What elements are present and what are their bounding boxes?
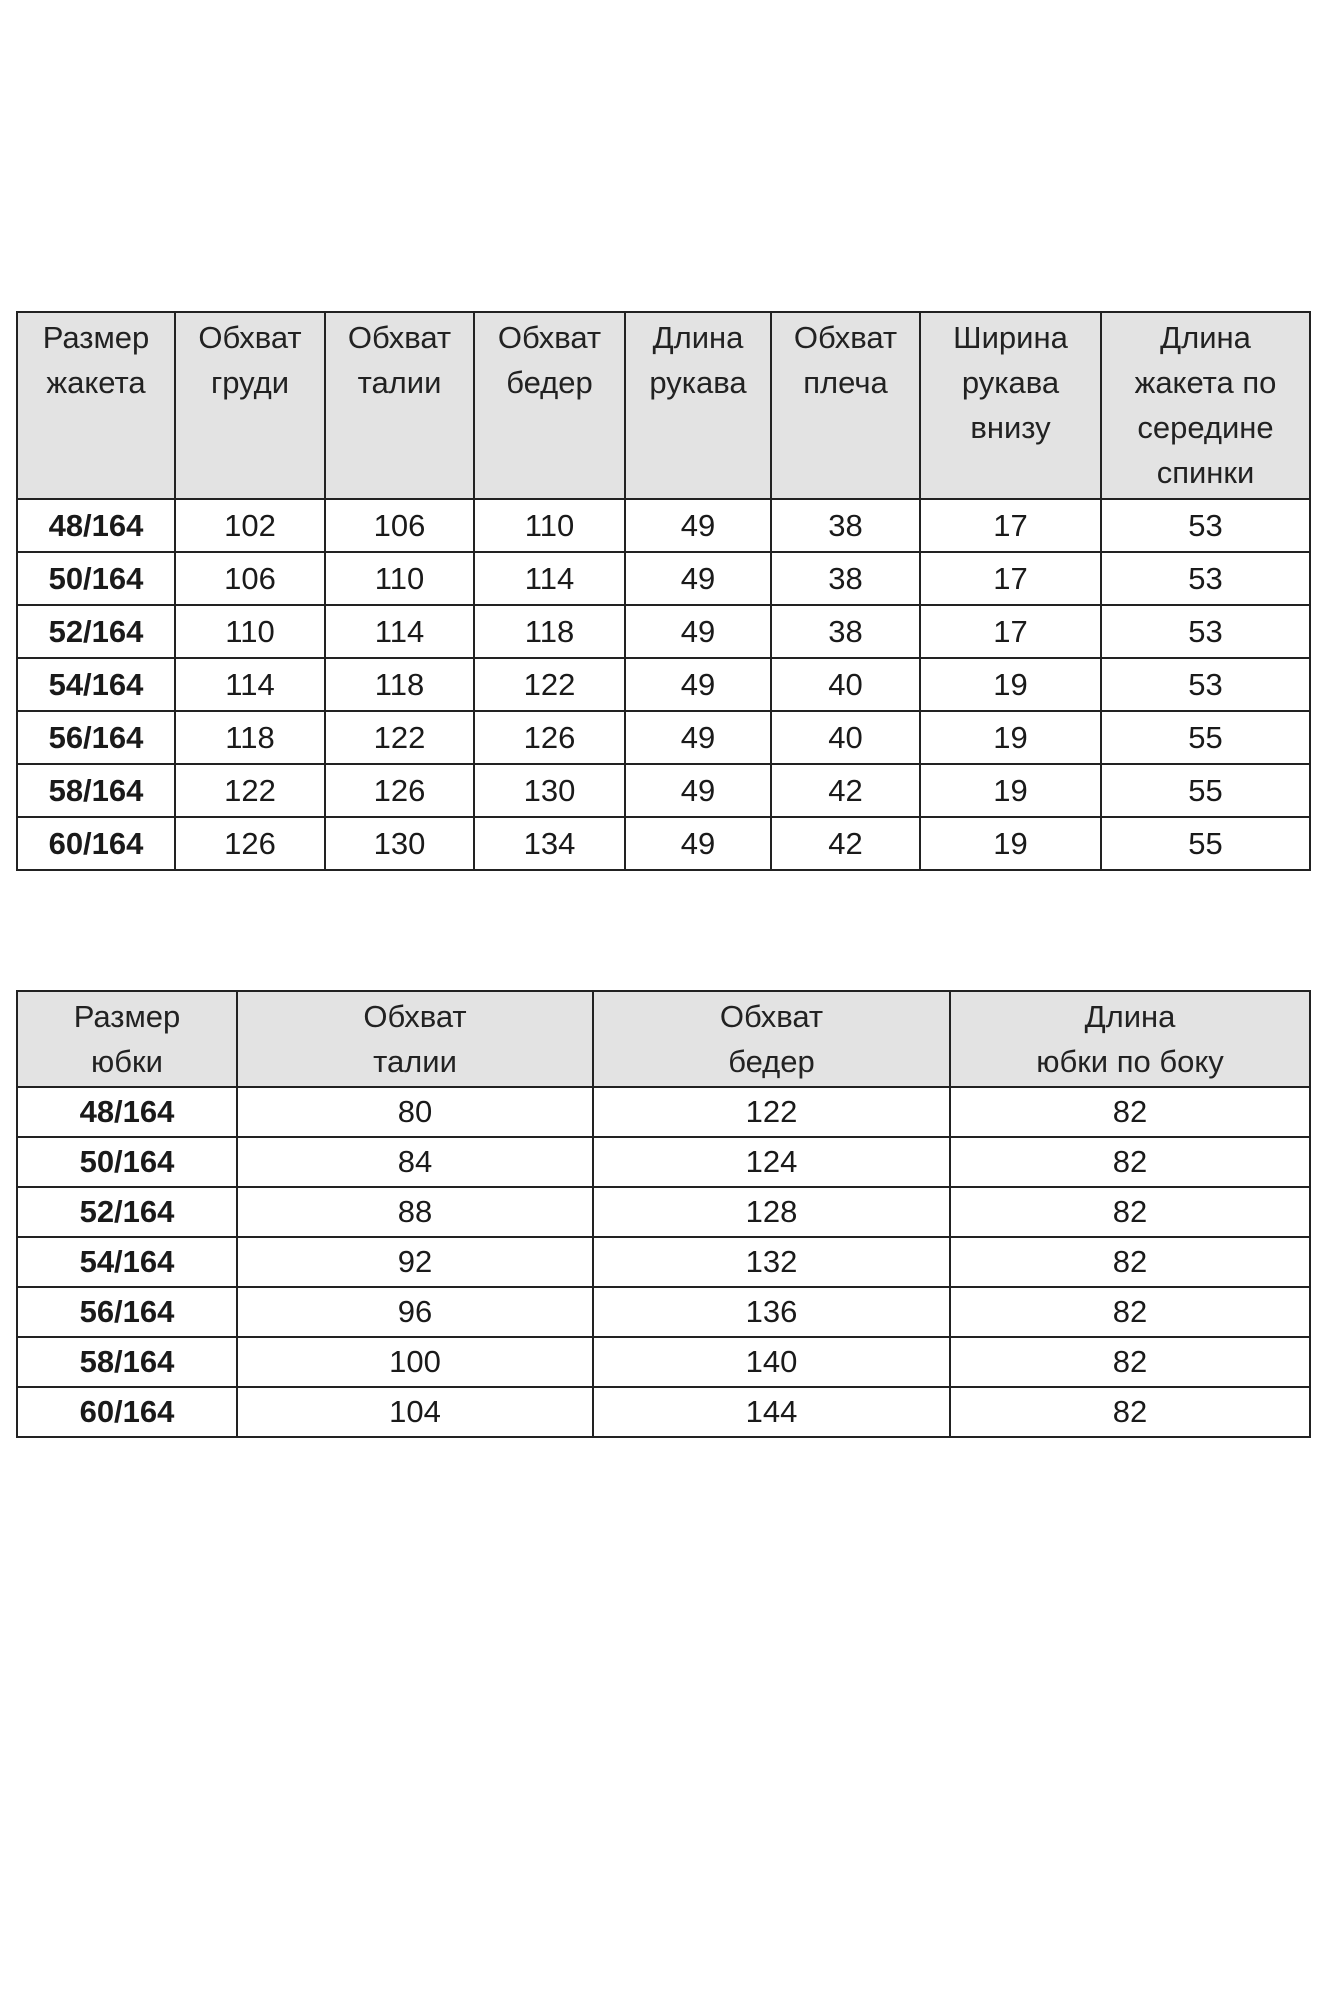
- measurement-cell: 144: [593, 1387, 950, 1437]
- size-cell: 54/164: [17, 658, 175, 711]
- measurement-cell: 53: [1101, 658, 1310, 711]
- header-text-line: Размер: [42, 320, 150, 355]
- skirt-column-header: [950, 991, 1310, 1087]
- measurement-cell: 49: [625, 552, 771, 605]
- measurement-cell: 17: [920, 552, 1101, 605]
- measurement-cell: 42: [771, 764, 920, 817]
- measurement-cell: 140: [593, 1337, 950, 1387]
- measurement-cell: 82: [950, 1237, 1310, 1287]
- measurement-cell: 82: [950, 1137, 1310, 1187]
- jacket-column-header: [625, 312, 771, 499]
- measurement-cell: 122: [593, 1087, 950, 1137]
- header-text-line: талии: [373, 1044, 457, 1079]
- measurement-cell: 53: [1101, 552, 1310, 605]
- table-row: [17, 1137, 1310, 1187]
- measurement-cell: 49: [625, 605, 771, 658]
- table-row: [17, 552, 1310, 605]
- size-cell: 50/164: [17, 552, 175, 605]
- measurement-cell: 130: [325, 817, 474, 870]
- measurement-cell: 82: [950, 1337, 1310, 1387]
- size-cell: 54/164: [17, 1237, 237, 1287]
- table-row: [17, 499, 1310, 552]
- measurement-cell: 49: [625, 658, 771, 711]
- measurement-cell: 17: [920, 605, 1101, 658]
- measurement-cell: 40: [771, 711, 920, 764]
- measurement-cell: 42: [771, 817, 920, 870]
- header-text-line: Обхват: [198, 320, 302, 355]
- measurement-cell: 100: [237, 1337, 593, 1387]
- measurement-cell: 49: [625, 499, 771, 552]
- table-row: [17, 1387, 1310, 1437]
- table-row: [17, 658, 1310, 711]
- measurement-cell: 55: [1101, 817, 1310, 870]
- measurement-cell: 122: [325, 711, 474, 764]
- measurement-cell: 82: [950, 1087, 1310, 1137]
- size-cell: 50/164: [17, 1137, 237, 1187]
- header-text-line: юбки: [91, 1044, 163, 1079]
- table-row: [17, 1187, 1310, 1237]
- measurement-cell: 19: [920, 658, 1101, 711]
- measurement-cell: 19: [920, 817, 1101, 870]
- measurement-cell: 110: [474, 499, 625, 552]
- measurement-cell: 55: [1101, 764, 1310, 817]
- measurement-cell: 118: [474, 605, 625, 658]
- header-text-line: Обхват: [363, 999, 467, 1034]
- measurement-cell: 88: [237, 1187, 593, 1237]
- measurement-cell: 49: [625, 711, 771, 764]
- measurement-cell: 53: [1101, 499, 1310, 552]
- header-text-line: Длина: [1084, 999, 1176, 1034]
- header-text-line: юбки по боку: [1036, 1044, 1224, 1079]
- header-text-line: Размер: [73, 999, 181, 1034]
- table-row: [17, 817, 1310, 870]
- table-row: [17, 1237, 1310, 1287]
- measurement-cell: 114: [474, 552, 625, 605]
- table-row: [17, 1337, 1310, 1387]
- jacket-column-header: [17, 312, 175, 499]
- measurement-cell: 49: [625, 817, 771, 870]
- measurement-cell: 128: [593, 1187, 950, 1237]
- skirt-column-header: [593, 991, 950, 1087]
- skirt-column-header: [237, 991, 593, 1087]
- measurement-cell: 102: [175, 499, 325, 552]
- measurement-cell: 136: [593, 1287, 950, 1337]
- measurement-cell: 80: [237, 1087, 593, 1137]
- header-text-line: талии: [357, 365, 442, 400]
- size-cell: 56/164: [17, 1287, 237, 1337]
- measurement-cell: 106: [175, 552, 325, 605]
- jacket-column-header: [325, 312, 474, 499]
- measurement-cell: 38: [771, 499, 920, 552]
- header-text-line: бедер: [506, 365, 593, 400]
- header-text-line: жакета: [46, 365, 146, 400]
- measurement-cell: 134: [474, 817, 625, 870]
- header-text-line: Обхват: [497, 320, 602, 355]
- measurement-cell: 110: [175, 605, 325, 658]
- measurement-cell: 55: [1101, 711, 1310, 764]
- table-row: [17, 764, 1310, 817]
- size-cell: 48/164: [17, 499, 175, 552]
- jacket-table-header: [17, 312, 1310, 499]
- measurement-cell: 122: [175, 764, 325, 817]
- header-text-line: Обхват: [719, 999, 824, 1034]
- table-row: [17, 1287, 1310, 1337]
- measurement-cell: 122: [474, 658, 625, 711]
- table-row: [17, 605, 1310, 658]
- size-cell: 60/164: [17, 1387, 237, 1437]
- measurement-cell: 106: [325, 499, 474, 552]
- size-cell: 58/164: [17, 764, 175, 817]
- header-text-line: бедер: [728, 1044, 815, 1079]
- measurement-cell: 17: [920, 499, 1101, 552]
- measurement-cell: 38: [771, 605, 920, 658]
- header-text-line: Длина: [652, 320, 744, 355]
- measurement-cell: 82: [950, 1387, 1310, 1437]
- measurement-cell: 114: [325, 605, 474, 658]
- header-text-line: Ширина: [953, 320, 1068, 355]
- size-cell: 48/164: [17, 1087, 237, 1137]
- size-cell: 56/164: [17, 711, 175, 764]
- measurement-cell: 104: [237, 1387, 593, 1437]
- header-text-line: жакета по: [1134, 365, 1277, 400]
- jacket-column-header: [175, 312, 325, 499]
- measurement-cell: 126: [175, 817, 325, 870]
- header-text-line: груди: [210, 365, 290, 400]
- measurement-cell: 126: [474, 711, 625, 764]
- header-text-line: рукава: [961, 365, 1060, 400]
- skirt-column-header: [17, 991, 237, 1087]
- measurement-cell: 130: [474, 764, 625, 817]
- jacket-column-header: [1101, 312, 1310, 499]
- measurement-cell: 110: [325, 552, 474, 605]
- measurement-cell: 19: [920, 764, 1101, 817]
- header-text-line: Обхват: [793, 320, 898, 355]
- header-text-line: спинки: [1156, 455, 1255, 490]
- skirt-table-body: [17, 1087, 1310, 1437]
- measurement-cell: 124: [593, 1137, 950, 1187]
- table-row: [17, 711, 1310, 764]
- measurement-cell: 96: [237, 1287, 593, 1337]
- measurement-cell: 38: [771, 552, 920, 605]
- jacket-size-table: [16, 311, 1311, 871]
- measurement-cell: 19: [920, 711, 1101, 764]
- measurement-cell: 40: [771, 658, 920, 711]
- measurement-cell: 53: [1101, 605, 1310, 658]
- measurement-cell: 132: [593, 1237, 950, 1287]
- measurement-cell: 82: [950, 1287, 1310, 1337]
- jacket-table-body: [17, 499, 1310, 870]
- header-text-line: Длина: [1160, 320, 1251, 355]
- table-row: [17, 1087, 1310, 1137]
- measurement-cell: 92: [237, 1237, 593, 1287]
- size-cell: 52/164: [17, 605, 175, 658]
- measurement-cell: 118: [175, 711, 325, 764]
- header-text-line: рукава: [649, 365, 747, 400]
- size-cell: 60/164: [17, 817, 175, 870]
- skirt-table-header: [17, 991, 1310, 1087]
- header-text-line: середине: [1137, 410, 1274, 445]
- skirt-size-table: [16, 990, 1311, 1438]
- size-cell: 52/164: [17, 1187, 237, 1237]
- jacket-column-header: [771, 312, 920, 499]
- header-text-line: Обхват: [347, 320, 452, 355]
- measurement-cell: 118: [325, 658, 474, 711]
- header-text-line: плеча: [803, 365, 888, 400]
- jacket-column-header: [474, 312, 625, 499]
- size-cell: 58/164: [17, 1337, 237, 1387]
- measurement-cell: 82: [950, 1187, 1310, 1237]
- header-text-line: внизу: [970, 410, 1051, 445]
- jacket-column-header: [920, 312, 1101, 499]
- measurement-cell: 126: [325, 764, 474, 817]
- measurement-cell: 84: [237, 1137, 593, 1187]
- measurement-cell: 49: [625, 764, 771, 817]
- measurement-cell: 114: [175, 658, 325, 711]
